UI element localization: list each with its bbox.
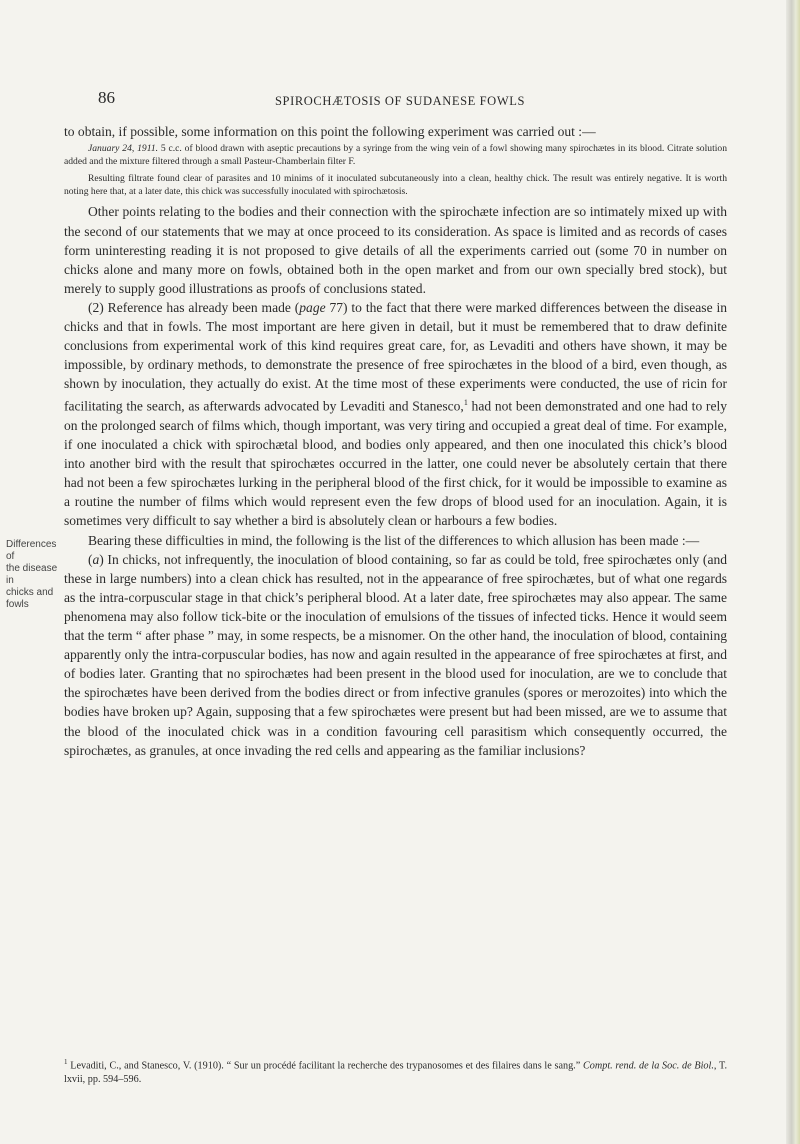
footnote-journal: Compt. rend. de la Soc. de Biol. bbox=[582, 1060, 714, 1072]
item-letter: a bbox=[92, 551, 100, 567]
paragraph-other-points: Other points relating to the bodies and their connection with the spirochæte infection are so intimately mixed up with the second of our statements that we may at once proceed to its consideration. As space is limited and as records of cases form uninteresting reading it is not proposed to give details of all the experiments carried out (some 70 in number on chicks alone and many more on fowls, obtained both in the open market and from our own specially bred stock), but merely to supply good illustrations as proofs of conclusions stated. bbox=[64, 204, 727, 296]
margin-note bbox=[6, 539, 66, 611]
margin-note-line: chicks and bbox=[6, 587, 54, 598]
paragraph-differences bbox=[64, 298, 727, 531]
paragraph-item-a bbox=[64, 550, 727, 760]
text-run: ( bbox=[88, 551, 93, 567]
page-reference: page bbox=[299, 299, 326, 315]
footnote-number: 1 bbox=[64, 1058, 68, 1066]
text-run: ) In chicks, not infrequently, the inoculation of blood containing, so far as could be told, free spirochætes only (and these in large numbers) into a clean chick has resulted, not in the appearance of free spirochætes, but of what one regards as the intra-corpuscular stage in that chick’s peripheral blood. At a later date, free spirochætes may also appear. The same phenomena may also follow tick-bite or the inoculation of emulsions of the tissues of infected ticks. Hence it would seem that the term “ after phase ” may, in some respects, be a misnomer. On the other hand, the inoculation of blood, containing apparently only the intra-corpuscular bodies, has now and again resulted in the appearance of free spirochætes at first, and of bodies later. Granting that no spirochætes had been present in the blood used for inoculation, are we to conclude that the spirochætes have been derived from the bodies direct or from infective granules (spores or merozoites) into which the bodies have broken up? Again, supposing that a few spirochætes were present but had been missed, are we to assume that the blood of the inoculated chick was in a condition favouring cell parasitism which consequently occurred, the spirochætes, as granules, at once invading the red cells and appearing as the familiar inclusions? bbox=[64, 551, 727, 758]
running-head: SPIROCHÆTOSIS OF SUDANESE FOWLS bbox=[274, 94, 525, 108]
margin-note-line: fowls bbox=[6, 599, 29, 610]
experiment-record bbox=[64, 143, 727, 168]
footnote bbox=[64, 1055, 727, 1087]
text-run: 77) to the fact that there were marked differences between the disease in chicks and that in fowls. The most important are here given in detail, but it must be remembered that to draw definite conclusions from experimental work of this kind requires great care, for, as Levaditi and others have shown, it may be impossible, by ordinary methods, to demonstrate the presence of free spirochætes in the blood of a bird, even though, as shown by inoculation, they actually do exist. At the time most of these experiments were conducted, the use of ricin for facilitating the search, as afterwards advocated by Levaditi and Stanesco, bbox=[64, 299, 727, 414]
body-text bbox=[64, 122, 727, 760]
footnote-text: , T. lxvii, pp. 594–596. bbox=[64, 1060, 727, 1086]
paragraph-intro: to obtain, if possible, some information on this point the following experiment was carried out :— bbox=[64, 124, 596, 139]
page-number: 86 bbox=[98, 88, 115, 107]
experiment-result: Resulting filtrate found clear of parasites and 10 minims of it inoculated subcutaneously into a clean, healthy chick. The result was entirely negative. It is worth noting here that, at a later date, this chick was successfully inoculated with spirochætosis. bbox=[64, 173, 727, 197]
experiment-text: 5 c.c. of blood drawn with aseptic precautions by a syringe from the wing vein of a fowl showing many spirochætes in its blood. Citrate solution added and the mixture filtered through a small Pasteur-Chamberlain filter F. bbox=[64, 143, 727, 167]
margin-note-line: the disease in bbox=[6, 563, 58, 586]
margin-note-line: Differences of bbox=[6, 539, 57, 562]
footnote-reference: 1 bbox=[463, 398, 468, 408]
text-run: had not been demonstrated and one had to rely on the prolonged search of films which, though important, was very tiring and occupied a great deal of time. For example, if one inoculated a chick with spirochætal blood, and bodies only appeared, and then one inoculated this chick’s blood into another bird with the result that spirochætes occurred in the latter, one could never be absolutely certain that there had not been a few spirochætes lurking in the peripheral blood of the first chick, for it would be impossible to examine as a routine the number of films which would represent even the few drops of blood used for an inoculation. Again, it is sometimes very difficult to say whether a bird is absolutely clean or harbours a few bodies. bbox=[64, 398, 727, 529]
paragraph-bearing: Bearing these difficulties in mind, the following is the list of the differences to which allusion has been made :— bbox=[88, 532, 700, 548]
page-header bbox=[0, 88, 800, 110]
experiment-date: January 24, 1911. bbox=[88, 143, 159, 155]
footnote-text: Levaditi, C., and Stanesco, V. (1910). “ Sur un procédé facilitant la recherche des trypanosomes et des filaires dans le sang.” bbox=[67, 1060, 583, 1072]
page-edge bbox=[786, 0, 800, 1144]
text-run: (2) Reference has already been made ( bbox=[88, 299, 300, 315]
